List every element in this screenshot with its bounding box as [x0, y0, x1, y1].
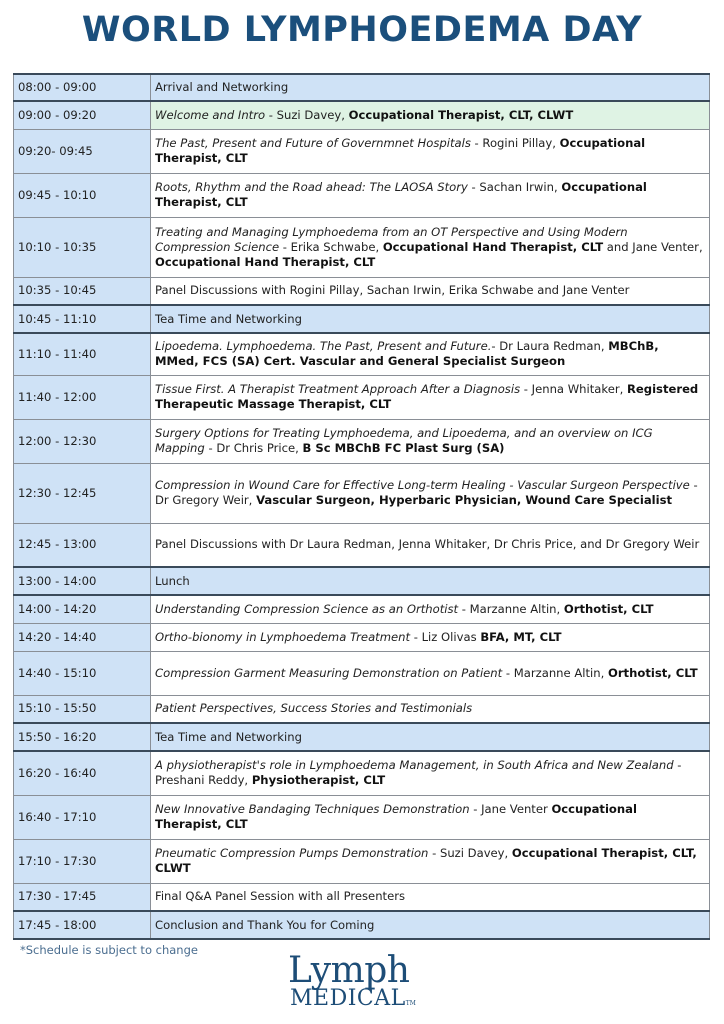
session-text: - Sachan Irwin, — [467, 180, 562, 194]
session-title: Understanding Compression Science as an Orthotist — [155, 601, 459, 616]
logo-medical-text: MEDICAL — [290, 986, 406, 1011]
session-title: New Innovative Bandaging Techniques Demonstration — [155, 802, 470, 816]
session-text: Panel Discussions with Dr Laura Redman, Jenna Whitaker, Dr Chris Price, and Dr Gregory Weir — [155, 537, 700, 552]
session-text: - Rogini Pillay, — [470, 136, 560, 150]
schedule-table — [13, 73, 710, 940]
session-title: Lipoedema. Lymphoedema. The Past, Present and Future. — [155, 339, 492, 354]
schedule-row — [14, 129, 710, 173]
schedule-row — [14, 277, 710, 305]
schedule-row — [14, 695, 710, 723]
session-description-cell — [151, 595, 710, 623]
time-slot-cell: 12:45 - 13:00 — [14, 523, 151, 567]
schedule-row — [14, 463, 710, 523]
schedule-row — [14, 173, 710, 217]
session-text: - Liz Olivas — [410, 629, 481, 644]
time-slot-cell: 15:50 - 16:20 — [14, 723, 151, 751]
session-description-cell — [151, 567, 710, 595]
session-title: Roots, Rhythm and the Road ahead: The LAOSA Story — [155, 180, 468, 194]
time-slot-cell: 13:00 - 14:00 — [14, 567, 151, 595]
speaker-credentials: Orthotist, CLT — [607, 665, 698, 680]
time-slot-cell: 08:00 - 09:00 — [14, 74, 151, 101]
schedule-row — [14, 419, 710, 463]
time-slot-cell: 10:45 - 11:10 — [14, 305, 151, 333]
session-text: - Suzi Davey, — [265, 107, 349, 122]
time-slot-cell: 17:10 - 17:30 — [14, 839, 151, 883]
time-slot-cell: 10:35 - 10:45 — [14, 277, 151, 305]
session-description-cell — [151, 333, 710, 375]
time-slot-cell: 14:20 - 14:40 — [14, 623, 151, 651]
speaker-credentials: BFA, MT, CLT — [480, 629, 562, 644]
schedule-row — [14, 375, 710, 419]
time-slot-cell: 09:00 - 09:20 — [14, 101, 151, 129]
session-description-cell — [151, 74, 710, 101]
time-slot-cell: 17:45 - 18:00 — [14, 911, 151, 939]
time-slot-cell: 14:40 - 15:10 — [14, 651, 151, 695]
session-title: The Past, Present and Future of Governmnet Hospitals — [155, 136, 471, 150]
session-text: Lunch — [155, 573, 190, 588]
speaker-credentials: Occupational Hand Therapist, CLT — [155, 254, 376, 269]
session-text: - Jane Venter — [469, 802, 552, 816]
session-description-cell — [151, 723, 710, 751]
session-text: - Marzanne Altin, — [502, 665, 608, 680]
session-text: - Dr Chris Price, — [204, 441, 303, 455]
schedule-row — [14, 751, 710, 795]
session-title: Welcome and Intro — [155, 107, 266, 122]
time-slot-cell: 16:20 - 16:40 — [14, 751, 151, 795]
logo-line-lymph: Lymph — [288, 950, 410, 991]
session-description-cell — [151, 839, 710, 883]
schedule-row-break — [14, 305, 710, 333]
session-description-cell — [151, 375, 710, 419]
session-text: Tea Time and Networking — [155, 311, 302, 326]
schedule-row — [14, 839, 710, 883]
session-description-cell — [151, 751, 710, 795]
schedule-row-break — [14, 723, 710, 751]
session-description-cell — [151, 883, 710, 911]
session-text: Final Q&A Panel Session with all Presenters — [155, 889, 406, 904]
session-text: - Preshani Reddy, — [155, 758, 682, 788]
speaker-credentials: MBChB, MMed, FCS (SA) Cert. Vascular and General Specialist Surgeon — [155, 339, 659, 369]
speaker-credentials: Physiotherapist, CLT — [251, 773, 386, 788]
time-slot-cell: 09:45 - 10:10 — [14, 173, 151, 217]
session-description-cell — [151, 129, 710, 173]
session-title: A physiotherapist's role in Lymphoedema Management, in South Africa and New Zealand — [155, 758, 674, 773]
session-text: Arrival and Networking — [155, 80, 289, 94]
session-title: Tissue First. A Therapist Treatment Approach After a Diagnosis — [155, 382, 521, 396]
session-text: Conclusion and Thank You for Coming — [155, 917, 375, 932]
session-text: Tea Time and Networking — [155, 729, 302, 744]
session-description-cell — [151, 173, 710, 217]
session-description-cell — [151, 217, 710, 277]
time-slot-cell: 12:00 - 12:30 — [14, 419, 151, 463]
session-title: Patient Perspectives, Success Stories and Testimonials — [155, 701, 473, 716]
schedule-row-break — [14, 911, 710, 939]
speaker-credentials: Occupational Therapist, CLT — [155, 180, 647, 209]
session-title: Surgery Options for Treating Lymphoedema, and Lipoedema, and an overview on ICG Mapping — [155, 426, 653, 455]
session-description-cell — [151, 463, 710, 523]
session-text: - Jenna Whitaker, — [520, 382, 627, 396]
time-slot-cell: 11:40 - 12:00 — [14, 375, 151, 419]
session-description-cell — [151, 101, 710, 129]
speaker-credentials: Registered Therapeutic Massage Therapist, CLT — [155, 382, 699, 411]
lymph-medical-logo — [280, 952, 450, 1016]
session-text: and Jane Venter, — [603, 239, 703, 254]
time-slot-cell: 12:30 - 12:45 — [14, 463, 151, 523]
speaker-credentials: Occupational Hand Therapist, CLT — [382, 239, 604, 254]
time-slot-cell: 16:40 - 17:10 — [14, 795, 151, 839]
schedule-row-welcome — [14, 101, 710, 129]
session-description-cell — [151, 523, 710, 567]
session-description-cell — [151, 623, 710, 651]
speaker-credentials: Occupational Therapist, CLT, CLWT — [155, 846, 697, 875]
time-slot-cell: 10:10 - 10:35 — [14, 217, 151, 277]
schedule-row — [14, 217, 710, 277]
schedule-row — [14, 623, 710, 651]
time-slot-cell: 09:20- 09:45 — [14, 129, 151, 173]
session-description-cell — [151, 795, 710, 839]
speaker-credentials: Occupational Therapist, CLT, CLWT — [348, 107, 574, 122]
session-text: - Dr Laura Redman, — [491, 339, 609, 354]
schedule-footnote: *Schedule is subject to change — [20, 943, 198, 957]
session-description-cell — [151, 695, 710, 723]
session-description-cell — [151, 419, 710, 463]
session-description-cell — [151, 305, 710, 333]
session-text: - Erika Schwabe, — [279, 239, 383, 254]
time-slot-cell: 15:10 - 15:50 — [14, 695, 151, 723]
page-title: WORLD LYMPHOEDEMA DAY — [81, 10, 643, 50]
schedule-row — [14, 333, 710, 375]
session-title: Ortho-bionomy in Lymphoedema Treatment — [155, 629, 411, 644]
speaker-credentials: Vascular Surgeon, Hyperbaric Physician, Wound Care Specialist — [256, 493, 673, 507]
time-slot-cell: 14:00 - 14:20 — [14, 595, 151, 623]
schedule-row-break — [14, 567, 710, 595]
session-title: Pneumatic Compression Pumps Demonstration — [155, 846, 429, 860]
schedule-body — [14, 74, 710, 939]
schedule-row — [14, 595, 710, 623]
time-slot-cell: 11:10 - 11:40 — [14, 333, 151, 375]
session-title: Compression in Wound Care for Effective Long-term Healing - Vascular Surgeon Perspective — [155, 478, 690, 492]
time-slot-cell: 17:30 - 17:45 — [14, 883, 151, 911]
speaker-credentials: B Sc MBChB FC Plast Surg (SA) — [302, 441, 505, 455]
session-title: Treating and Managing Lymphoedema from an OT Perspective and Using Modern Compression Science — [155, 224, 628, 254]
schedule-row — [14, 651, 710, 695]
session-title: Compression Garment Measuring Demonstration on Patient — [155, 665, 503, 680]
logo-line-medical — [290, 986, 416, 1011]
speaker-credentials: Occupational Therapist, CLT — [155, 802, 637, 831]
schedule-row-break — [14, 74, 710, 101]
session-description-cell — [151, 277, 710, 305]
session-description-cell — [151, 651, 710, 695]
speaker-credentials: Occupational Therapist, CLT — [155, 136, 646, 165]
session-text: - Dr Gregory Weir, — [155, 478, 698, 507]
session-text: - Marzanne Altin, — [458, 601, 564, 616]
speaker-credentials: Orthotist, CLT — [563, 601, 654, 616]
schedule-row — [14, 795, 710, 839]
session-text: Panel Discussions with Rogini Pillay, Sachan Irwin, Erika Schwabe and Jane Venter — [155, 283, 630, 298]
session-description-cell — [151, 911, 710, 939]
session-text: - Suzi Davey, — [428, 846, 512, 860]
schedule-row — [14, 883, 710, 911]
trademark-mark: TM — [405, 1000, 416, 1007]
schedule-row — [14, 523, 710, 567]
